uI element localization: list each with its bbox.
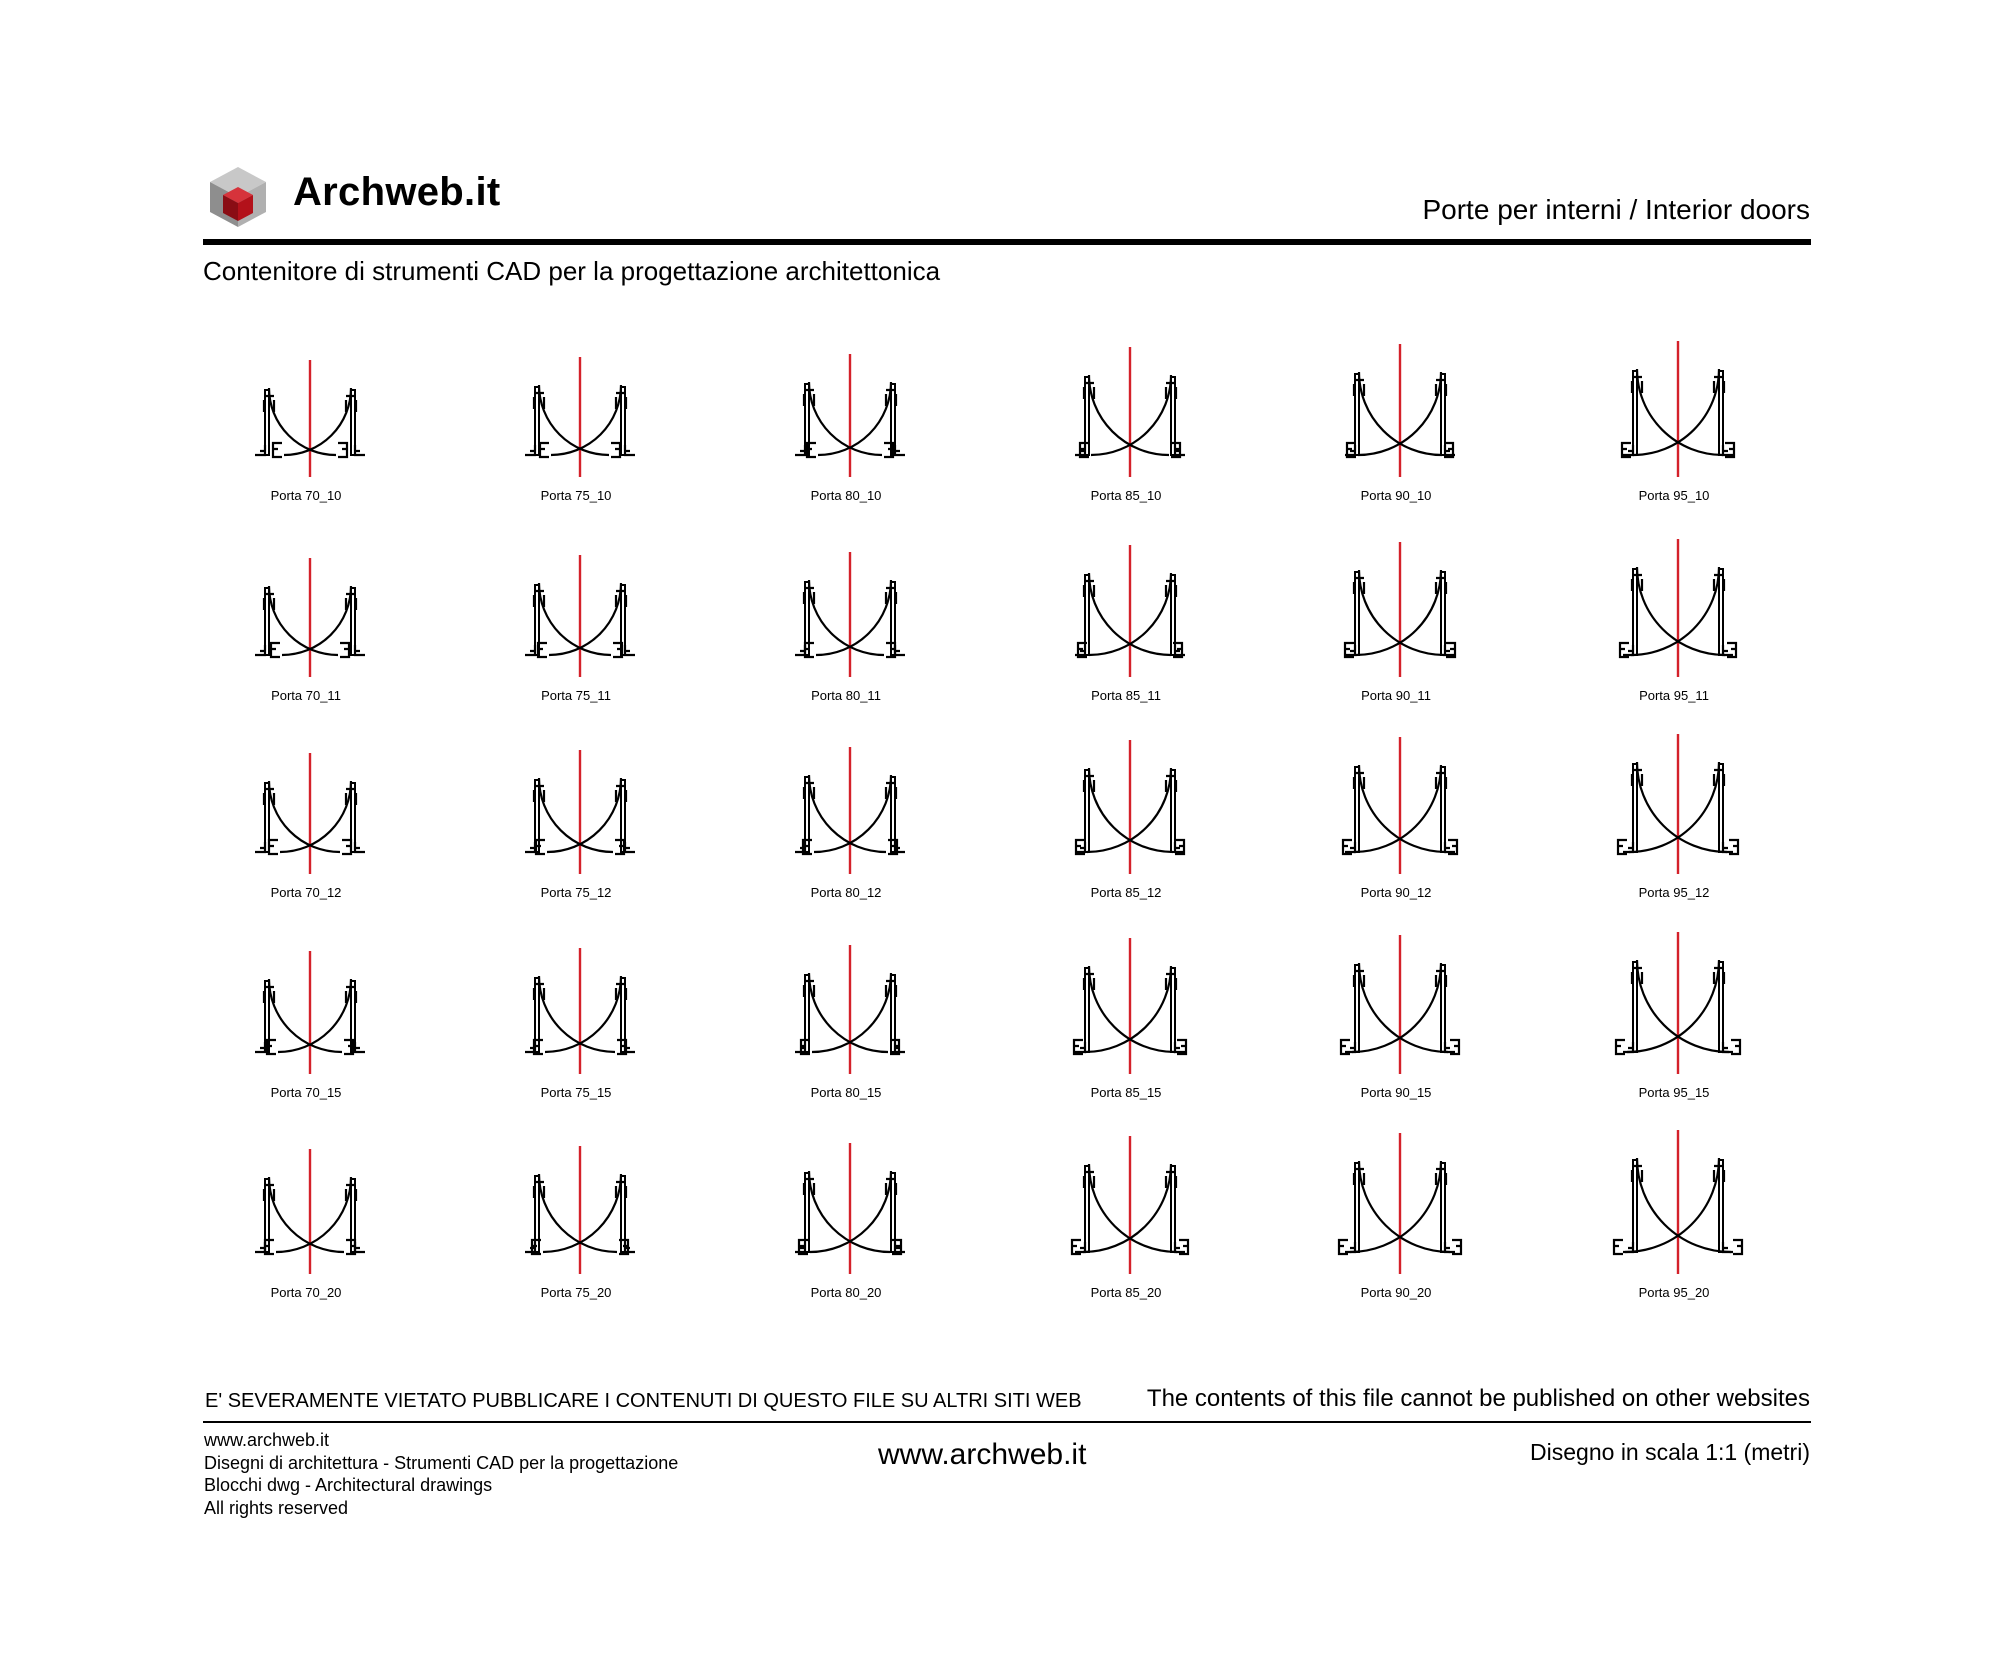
door-symbol bbox=[525, 555, 635, 677]
footer-line: All rights reserved bbox=[204, 1497, 349, 1518]
door-label: Porta 85_12 bbox=[1090, 885, 1162, 900]
door-label: Porta 70_15 bbox=[270, 1085, 342, 1100]
door-symbol bbox=[525, 750, 635, 874]
door-symbol bbox=[1341, 935, 1459, 1074]
door-label: Porta 90_20 bbox=[1360, 1285, 1432, 1300]
door-symbol bbox=[795, 552, 905, 677]
footer-line: www.archweb.it bbox=[204, 1430, 330, 1450]
door-symbol bbox=[1616, 932, 1740, 1074]
footer-credits bbox=[204, 1429, 678, 1519]
door-label: Porta 90_15 bbox=[1360, 1085, 1432, 1100]
door-symbol bbox=[1075, 347, 1185, 477]
door-symbol bbox=[795, 747, 905, 874]
footer-divider bbox=[203, 1421, 1811, 1423]
door-label: Porta 90_11 bbox=[1361, 688, 1431, 703]
copyright-warning-english: The contents of this file cannot be published on other websites bbox=[1146, 1385, 1810, 1412]
door-symbol bbox=[1343, 737, 1457, 874]
door-symbol bbox=[1074, 938, 1186, 1074]
door-label: Porta 70_11 bbox=[271, 688, 341, 703]
door-label: Porta 75_15 bbox=[540, 1085, 612, 1100]
door-label: Porta 70_20 bbox=[270, 1285, 342, 1300]
door-label: Porta 80_11 bbox=[811, 688, 881, 703]
door-label: Porta 75_11 bbox=[541, 688, 611, 703]
door-label: Porta 95_20 bbox=[1638, 1285, 1710, 1300]
door-symbol bbox=[1345, 344, 1455, 477]
door-label: Porta 75_20 bbox=[540, 1285, 612, 1300]
door-symbol bbox=[255, 1149, 365, 1274]
door-symbol bbox=[255, 753, 365, 874]
door-label: Porta 70_12 bbox=[270, 885, 342, 900]
door-label: Porta 75_12 bbox=[540, 885, 612, 900]
door-label: Porta 80_20 bbox=[810, 1285, 882, 1300]
door-label: Porta 90_10 bbox=[1360, 488, 1432, 503]
door-label: Porta 80_12 bbox=[810, 885, 882, 900]
door-label: Porta 80_10 bbox=[810, 488, 882, 503]
copyright-warning-italian: E' SEVERAMENTE VIETATO PUBBLICARE I CONTENUTI DI QUESTO FILE SU ALTRI SITI WEB bbox=[205, 1390, 1082, 1412]
door-label: Porta 85_20 bbox=[1090, 1285, 1162, 1300]
page-subtitle: Contenitore di strumenti CAD per la progettazione architettonica bbox=[203, 256, 941, 286]
door-label: Porta 85_15 bbox=[1090, 1085, 1162, 1100]
door-label: Porta 80_15 bbox=[810, 1085, 882, 1100]
door-label: Porta 85_11 bbox=[1091, 688, 1161, 703]
door-label: Porta 95_11 bbox=[1639, 688, 1709, 703]
door-symbol bbox=[1075, 545, 1185, 677]
door-symbol bbox=[525, 1146, 635, 1274]
door-label: Porta 70_10 bbox=[270, 488, 342, 503]
door-symbol bbox=[795, 1143, 905, 1274]
door-label: Porta 95_12 bbox=[1638, 885, 1710, 900]
door-symbol bbox=[255, 951, 365, 1074]
door-symbol bbox=[1345, 542, 1455, 677]
door-symbol bbox=[1614, 1130, 1742, 1274]
footer-site-link[interactable]: www.archweb.it bbox=[878, 1438, 1087, 1471]
door-label: Porta 85_10 bbox=[1090, 488, 1162, 503]
door-symbol bbox=[1072, 1136, 1188, 1274]
door-label: Porta 90_12 bbox=[1360, 885, 1432, 900]
footer-line: Disegni di architettura - Strumenti CAD per la progettazione bbox=[204, 1452, 679, 1473]
door-symbol bbox=[1620, 539, 1736, 677]
page-title: Porte per interni / Interior doors bbox=[1422, 194, 1810, 225]
door-symbol bbox=[1339, 1133, 1461, 1274]
door-symbol bbox=[1622, 341, 1734, 477]
door-symbol bbox=[1618, 734, 1738, 874]
door-symbol bbox=[525, 948, 635, 1074]
footer-line: Blocchi dwg - Architectural drawings bbox=[204, 1475, 493, 1495]
door-symbol bbox=[795, 945, 905, 1074]
door-symbol bbox=[255, 360, 365, 477]
door-symbol bbox=[525, 357, 635, 477]
door-symbol bbox=[795, 354, 905, 477]
door-symbol bbox=[255, 558, 365, 677]
door-label: Porta 75_10 bbox=[540, 488, 612, 503]
brand-logo-text: Archweb.it bbox=[293, 170, 501, 214]
door-label: Porta 95_10 bbox=[1638, 488, 1710, 503]
door-symbol bbox=[1075, 740, 1185, 874]
door-label: Porta 95_15 bbox=[1638, 1085, 1710, 1100]
drawing-scale-note: Disegno in scala 1:1 (metri) bbox=[1530, 1439, 1810, 1465]
